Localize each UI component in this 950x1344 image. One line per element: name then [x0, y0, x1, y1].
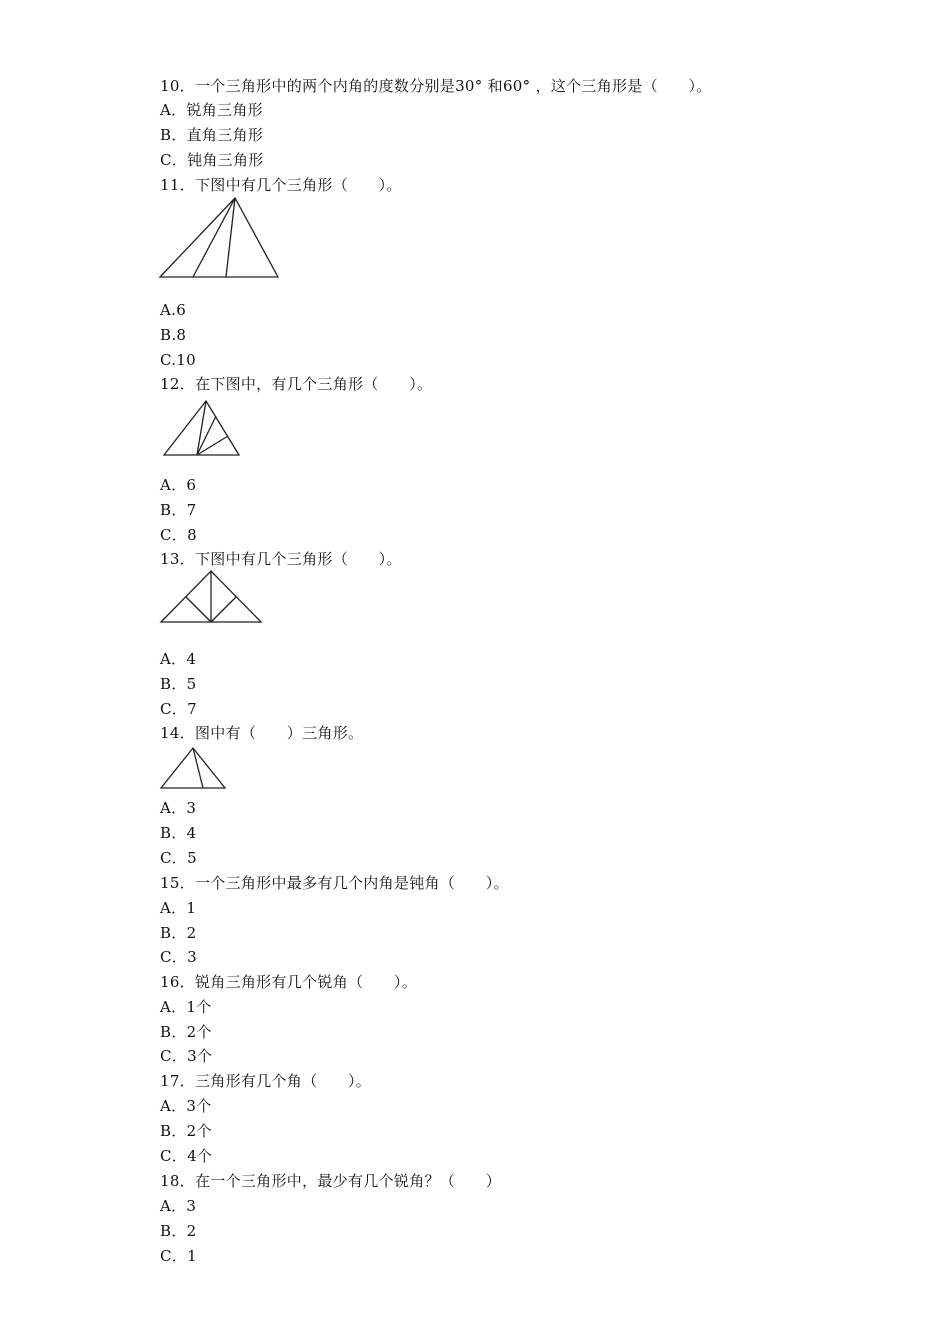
q17-option-c: C．4个 — [160, 1147, 213, 1165]
q12-stem: 12．在下图中，有几个三角形（ ）。 — [160, 375, 433, 393]
q11-triangle-figure — [158, 195, 282, 281]
q18-stem: 18．在一个三角形中，最少有几个锐角？（ ） — [160, 1172, 501, 1190]
q10-option-a: A．锐角三角形 — [160, 101, 263, 119]
q15-option-b: B．2 — [160, 924, 197, 942]
q16-option-b: B．2个 — [160, 1023, 212, 1041]
q18-option-b: B．2 — [160, 1222, 197, 1240]
q13-triangle-figure — [158, 568, 264, 626]
q13-option-b: B．5 — [160, 675, 197, 693]
q10-option-c: C．钝角三角形 — [160, 151, 264, 169]
q15-option-a: A．1 — [160, 899, 197, 917]
q17-stem: 17．三角形有几个角（ ）。 — [160, 1072, 372, 1090]
q16-option-a: A．1个 — [160, 998, 212, 1016]
q15-option-c: C．3 — [160, 948, 197, 966]
q10-stem: 10．一个三角形中的两个内角的度数分别是30° 和60° ，这个三角形是（ ）。 — [160, 77, 712, 95]
q13-option-a: A．4 — [160, 650, 197, 668]
q11-option-c: C.10 — [160, 351, 196, 369]
q15-stem: 15．一个三角形中最多有几个内角是钝角（ ）。 — [160, 874, 509, 892]
q18-option-a: A．3 — [160, 1197, 197, 1215]
q18-option-c: C．1 — [160, 1247, 197, 1265]
q12-triangle-figure — [160, 398, 242, 460]
q14-option-b: B．4 — [160, 824, 197, 842]
q16-option-c: C．3个 — [160, 1047, 213, 1065]
q14-option-a: A．3 — [160, 799, 197, 817]
q13-option-c: C．7 — [160, 700, 197, 718]
q14-stem: 14．图中有（ ）三角形。 — [160, 724, 364, 742]
q13-stem: 13．下图中有几个三角形（ ）。 — [160, 550, 402, 568]
q12-option-a: A．6 — [160, 476, 197, 494]
q12-option-c: C．8 — [160, 526, 197, 544]
q10-option-b: B．直角三角形 — [160, 126, 264, 144]
q17-option-b: B．2个 — [160, 1122, 212, 1140]
q16-stem: 16．锐角三角形有几个锐角（ ）。 — [160, 973, 417, 991]
q17-option-a: A．3个 — [160, 1097, 212, 1115]
q14-triangle-figure — [159, 745, 227, 791]
q11-stem: 11．下图中有几个三角形（ ）。 — [160, 176, 402, 194]
q14-option-c: C．5 — [160, 849, 197, 867]
q11-option-a: A.6 — [160, 301, 187, 319]
q11-option-b: B.8 — [160, 326, 187, 344]
q12-option-b: B．7 — [160, 501, 197, 519]
